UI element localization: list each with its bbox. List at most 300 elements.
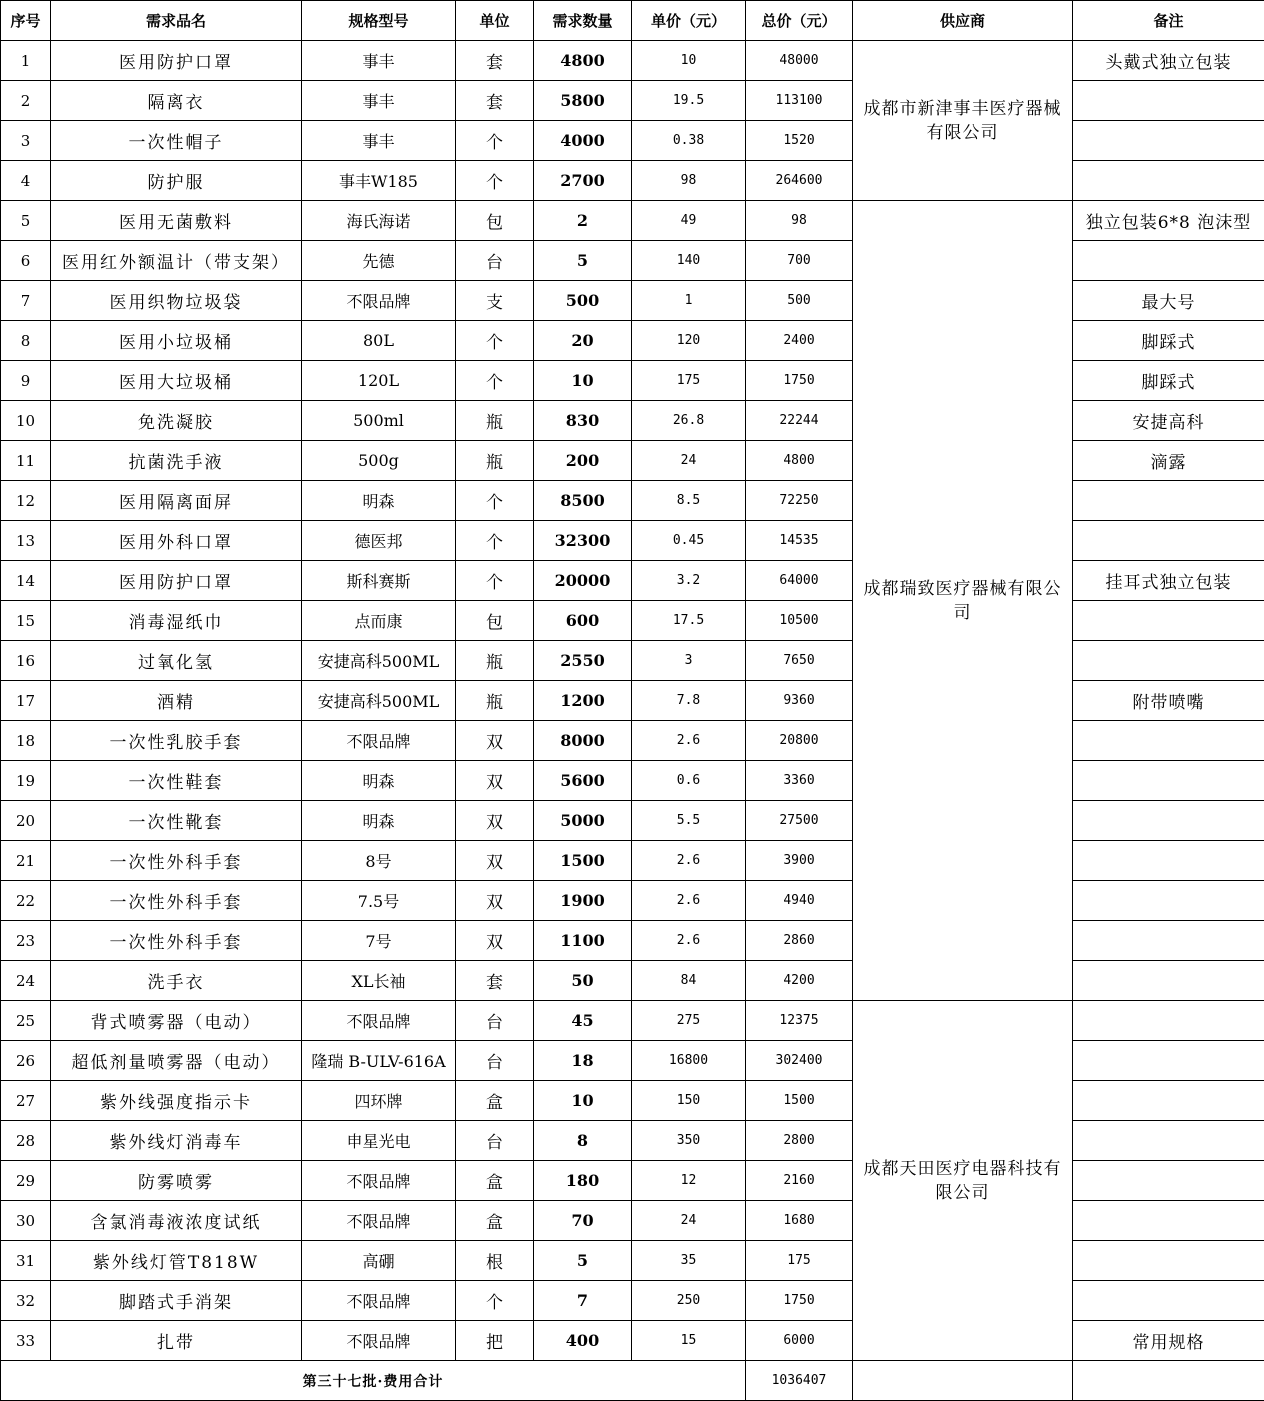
table-row	[1, 521, 1264, 561]
cell-total-price: 4200	[746, 961, 853, 1001]
cell-seq: 5	[1, 201, 51, 241]
cell-seq: 25	[1, 1001, 51, 1041]
cell-total-price: 9360	[746, 681, 853, 721]
cell-spec: 500ml	[302, 401, 456, 441]
cell-remark	[1073, 841, 1264, 881]
cell-remark	[1073, 1121, 1264, 1161]
cell-seq: 9	[1, 361, 51, 401]
cell-spec: 80L	[302, 321, 456, 361]
cell-unit-price: 2.6	[632, 721, 746, 761]
cell-unit: 个	[456, 1281, 534, 1321]
cell-spec: 不限品牌	[302, 1281, 456, 1321]
cell-unit-price: 24	[632, 1201, 746, 1241]
cell-seq: 10	[1, 401, 51, 441]
table-row	[1, 481, 1264, 521]
cell-remark	[1073, 521, 1264, 561]
cell-qty: 18	[534, 1041, 632, 1081]
cell-total-price: 6000	[746, 1321, 853, 1361]
table-row	[1, 641, 1264, 681]
cell-seq: 7	[1, 281, 51, 321]
cell-name: 医用红外额温计（带支架）	[51, 241, 302, 281]
cell-unit: 支	[456, 281, 534, 321]
cell-unit: 根	[456, 1241, 534, 1281]
cell-remark	[1073, 1241, 1264, 1281]
cell-seq: 23	[1, 921, 51, 961]
cell-unit-price: 84	[632, 961, 746, 1001]
cell-name: 超低剂量喷雾器（电动）	[51, 1041, 302, 1081]
cell-total-price: 4800	[746, 441, 853, 481]
cell-name: 一次性帽子	[51, 121, 302, 161]
table-row	[1, 721, 1264, 761]
cell-qty: 830	[534, 401, 632, 441]
cell-total-price: 2400	[746, 321, 853, 361]
table-row	[1, 81, 1264, 121]
cell-seq: 30	[1, 1201, 51, 1241]
cell-remark: 滴露	[1073, 441, 1264, 481]
cell-remark	[1073, 1201, 1264, 1241]
cell-name: 医用无菌敷料	[51, 201, 302, 241]
cell-remark	[1073, 961, 1264, 1001]
cell-qty: 2550	[534, 641, 632, 681]
cell-total-price: 2860	[746, 921, 853, 961]
cell-unit: 台	[456, 1001, 534, 1041]
cell-total-price: 12375	[746, 1001, 853, 1041]
cell-unit-price: 98	[632, 161, 746, 201]
cell-total-price: 3360	[746, 761, 853, 801]
cell-remark: 头戴式独立包装	[1073, 41, 1264, 81]
cell-spec: 不限品牌	[302, 1321, 456, 1361]
cell-unit: 双	[456, 761, 534, 801]
cell-unit-price: 17.5	[632, 601, 746, 641]
cell-unit: 套	[456, 961, 534, 1001]
cell-spec: 不限品牌	[302, 281, 456, 321]
cell-spec: 500g	[302, 441, 456, 481]
cell-remark: 挂耳式独立包装	[1073, 561, 1264, 601]
cell-supplier: 成都市新津事丰医疗器械有限公司	[853, 41, 1073, 201]
cell-seq: 14	[1, 561, 51, 601]
cell-name: 过氧化氢	[51, 641, 302, 681]
header-seq: 序号	[1, 1, 51, 41]
cell-seq: 12	[1, 481, 51, 521]
table-row	[1, 41, 1264, 81]
cell-total-price: 7650	[746, 641, 853, 681]
cell-unit-price: 2.6	[632, 921, 746, 961]
cell-remark: 脚踩式	[1073, 361, 1264, 401]
cell-name: 消毒湿纸巾	[51, 601, 302, 641]
cell-unit: 包	[456, 201, 534, 241]
cell-spec: 申星光电	[302, 1121, 456, 1161]
cell-supplier: 成都天田医疗电器科技有限公司	[853, 1001, 1073, 1361]
cell-unit: 个	[456, 321, 534, 361]
cell-spec: 高硼	[302, 1241, 456, 1281]
cell-qty: 400	[534, 1321, 632, 1361]
cell-spec: 海氏海诺	[302, 201, 456, 241]
cell-unit: 个	[456, 481, 534, 521]
cell-seq: 33	[1, 1321, 51, 1361]
footer-label: 第三十七批·费用合计	[1, 1361, 746, 1401]
cell-name: 医用外科口罩	[51, 521, 302, 561]
cell-remark	[1073, 721, 1264, 761]
cell-spec: 不限品牌	[302, 721, 456, 761]
table-row	[1, 1321, 1264, 1361]
cell-name: 免洗凝胶	[51, 401, 302, 441]
cell-spec: 点而康	[302, 601, 456, 641]
cell-unit: 盒	[456, 1081, 534, 1121]
cell-total-price: 113100	[746, 81, 853, 121]
table-row	[1, 1121, 1264, 1161]
cell-seq: 8	[1, 321, 51, 361]
cell-name: 一次性外科手套	[51, 921, 302, 961]
table-row	[1, 561, 1264, 601]
cell-name: 医用隔离面屏	[51, 481, 302, 521]
cell-remark	[1073, 121, 1264, 161]
cell-spec: 不限品牌	[302, 1201, 456, 1241]
cell-unit-price: 3.2	[632, 561, 746, 601]
cell-qty: 1200	[534, 681, 632, 721]
cell-name: 一次性外科手套	[51, 881, 302, 921]
cell-spec: 先德	[302, 241, 456, 281]
header-supplier: 供应商	[853, 1, 1073, 41]
cell-name: 扎带	[51, 1321, 302, 1361]
cell-spec: 事丰	[302, 81, 456, 121]
header-name: 需求品名	[51, 1, 302, 41]
header-unit-price: 单价（元）	[632, 1, 746, 41]
cell-unit-price: 3	[632, 641, 746, 681]
cell-seq: 26	[1, 1041, 51, 1081]
cell-name: 脚踏式手消架	[51, 1281, 302, 1321]
cell-remark	[1073, 481, 1264, 521]
cell-unit: 双	[456, 721, 534, 761]
cell-remark	[1073, 241, 1264, 281]
cell-remark	[1073, 801, 1264, 841]
cell-unit-price: 275	[632, 1001, 746, 1041]
cell-qty: 1100	[534, 921, 632, 961]
cell-name: 背式喷雾器（电动）	[51, 1001, 302, 1041]
cell-qty: 2	[534, 201, 632, 241]
cell-total-price: 4940	[746, 881, 853, 921]
cell-remark: 独立包装6*8 泡沫型	[1073, 201, 1264, 241]
table-row	[1, 1041, 1264, 1081]
cell-unit: 双	[456, 841, 534, 881]
footer-row	[1, 1361, 1264, 1401]
cell-seq: 6	[1, 241, 51, 281]
table-row	[1, 161, 1264, 201]
cell-unit-price: 35	[632, 1241, 746, 1281]
cell-total-price: 1500	[746, 1081, 853, 1121]
cell-total-price: 72250	[746, 481, 853, 521]
cell-unit-price: 12	[632, 1161, 746, 1201]
cell-unit-price: 250	[632, 1281, 746, 1321]
cell-remark	[1073, 1081, 1264, 1121]
cell-name: 一次性靴套	[51, 801, 302, 841]
cell-seq: 24	[1, 961, 51, 1001]
cell-spec: 明森	[302, 481, 456, 521]
table-row	[1, 1201, 1264, 1241]
cell-total-price: 1750	[746, 361, 853, 401]
table-row	[1, 961, 1264, 1001]
cell-spec: 安捷高科500ML	[302, 681, 456, 721]
cell-spec: 明森	[302, 801, 456, 841]
header-spec: 规格型号	[302, 1, 456, 41]
table-row	[1, 761, 1264, 801]
cell-remark: 安捷高科	[1073, 401, 1264, 441]
cell-spec: XL长袖	[302, 961, 456, 1001]
cell-qty: 500	[534, 281, 632, 321]
cell-spec: 事丰W185	[302, 161, 456, 201]
cell-name: 医用小垃圾桶	[51, 321, 302, 361]
cell-seq: 13	[1, 521, 51, 561]
cell-name: 一次性外科手套	[51, 841, 302, 881]
cell-remark: 常用规格	[1073, 1321, 1264, 1361]
cell-unit: 个	[456, 121, 534, 161]
cell-unit: 台	[456, 241, 534, 281]
cell-unit: 盒	[456, 1201, 534, 1241]
cell-unit-price: 120	[632, 321, 746, 361]
cell-unit-price: 0.38	[632, 121, 746, 161]
table-row	[1, 241, 1264, 281]
cell-unit-price: 16800	[632, 1041, 746, 1081]
cell-name: 含氯消毒液浓度试纸	[51, 1201, 302, 1241]
cell-unit: 盒	[456, 1161, 534, 1201]
cell-remark	[1073, 601, 1264, 641]
cell-name: 防护服	[51, 161, 302, 201]
cell-qty: 8	[534, 1121, 632, 1161]
cell-remark	[1073, 1281, 1264, 1321]
table-row	[1, 281, 1264, 321]
cell-total-price: 2800	[746, 1121, 853, 1161]
cell-spec: 明森	[302, 761, 456, 801]
table-row	[1, 1161, 1264, 1201]
cell-total-price: 48000	[746, 41, 853, 81]
cell-total-price: 175	[746, 1241, 853, 1281]
cell-qty: 5600	[534, 761, 632, 801]
cell-seq: 29	[1, 1161, 51, 1201]
cell-remark	[1073, 641, 1264, 681]
cell-name: 抗菌洗手液	[51, 441, 302, 481]
cell-unit: 台	[456, 1041, 534, 1081]
cell-qty: 5800	[534, 81, 632, 121]
cell-seq: 2	[1, 81, 51, 121]
cell-qty: 1900	[534, 881, 632, 921]
cell-total-price: 10500	[746, 601, 853, 641]
footer-empty-supplier	[853, 1361, 1073, 1401]
cell-unit-price: 350	[632, 1121, 746, 1161]
cell-unit: 个	[456, 521, 534, 561]
cell-spec: 事丰	[302, 121, 456, 161]
cell-name: 紫外线强度指示卡	[51, 1081, 302, 1121]
cell-unit-price: 1	[632, 281, 746, 321]
cell-total-price: 264600	[746, 161, 853, 201]
cell-unit-price: 10	[632, 41, 746, 81]
cell-seq: 1	[1, 41, 51, 81]
table-row	[1, 121, 1264, 161]
cell-remark	[1073, 161, 1264, 201]
cell-seq: 27	[1, 1081, 51, 1121]
cell-remark: 脚踩式	[1073, 321, 1264, 361]
cell-seq: 18	[1, 721, 51, 761]
cell-unit: 包	[456, 601, 534, 641]
cell-spec: 斯科赛斯	[302, 561, 456, 601]
cell-name: 一次性乳胶手套	[51, 721, 302, 761]
cell-qty: 10	[534, 1081, 632, 1121]
cell-qty: 70	[534, 1201, 632, 1241]
cell-unit: 瓶	[456, 401, 534, 441]
cell-seq: 19	[1, 761, 51, 801]
header-total-price: 总价（元）	[746, 1, 853, 41]
cell-unit: 瓶	[456, 681, 534, 721]
cell-qty: 1500	[534, 841, 632, 881]
cell-seq: 21	[1, 841, 51, 881]
header-qty: 需求数量	[534, 1, 632, 41]
table-row	[1, 681, 1264, 721]
cell-unit-price: 2.6	[632, 881, 746, 921]
cell-qty: 5	[534, 1241, 632, 1281]
cell-qty: 32300	[534, 521, 632, 561]
cell-seq: 20	[1, 801, 51, 841]
cell-supplier: 成都瑞致医疗器械有限公司	[853, 201, 1073, 1001]
table-row	[1, 441, 1264, 481]
cell-total-price: 1520	[746, 121, 853, 161]
cell-seq: 16	[1, 641, 51, 681]
footer-empty-remark	[1073, 1361, 1264, 1401]
cell-unit: 双	[456, 881, 534, 921]
cell-qty: 600	[534, 601, 632, 641]
cell-unit: 瓶	[456, 641, 534, 681]
cell-spec: 7号	[302, 921, 456, 961]
cell-total-price: 2160	[746, 1161, 853, 1201]
cell-unit-price: 7.8	[632, 681, 746, 721]
cell-unit-price: 26.8	[632, 401, 746, 441]
cell-unit-price: 150	[632, 1081, 746, 1121]
table-row	[1, 601, 1264, 641]
table-row	[1, 1241, 1264, 1281]
cell-qty: 20000	[534, 561, 632, 601]
cell-total-price: 302400	[746, 1041, 853, 1081]
cell-qty: 7	[534, 1281, 632, 1321]
cell-seq: 15	[1, 601, 51, 641]
cell-name: 隔离衣	[51, 81, 302, 121]
table-row	[1, 1081, 1264, 1121]
cell-unit: 双	[456, 801, 534, 841]
cell-qty: 4800	[534, 41, 632, 81]
cell-qty: 45	[534, 1001, 632, 1041]
cell-remark	[1073, 921, 1264, 961]
table-row	[1, 801, 1264, 841]
table-row	[1, 1001, 1264, 1041]
table-row	[1, 1281, 1264, 1321]
cell-spec: 隆瑞 B-ULV-616A	[302, 1041, 456, 1081]
cell-unit: 套	[456, 81, 534, 121]
cell-total-price: 500	[746, 281, 853, 321]
cell-name: 一次性鞋套	[51, 761, 302, 801]
cell-name: 医用大垃圾桶	[51, 361, 302, 401]
cell-name: 防雾喷雾	[51, 1161, 302, 1201]
cell-unit-price: 175	[632, 361, 746, 401]
cell-total-price: 700	[746, 241, 853, 281]
table-row	[1, 841, 1264, 881]
cell-total-price: 22244	[746, 401, 853, 441]
cell-unit-price: 15	[632, 1321, 746, 1361]
cell-unit: 个	[456, 561, 534, 601]
cell-total-price: 1680	[746, 1201, 853, 1241]
cell-remark	[1073, 1001, 1264, 1041]
cell-seq: 11	[1, 441, 51, 481]
cell-total-price: 64000	[746, 561, 853, 601]
cell-name: 洗手衣	[51, 961, 302, 1001]
cell-name: 紫外线灯消毒车	[51, 1121, 302, 1161]
cell-unit-price: 140	[632, 241, 746, 281]
cell-qty: 8000	[534, 721, 632, 761]
header-row	[1, 1, 1264, 41]
cell-seq: 17	[1, 681, 51, 721]
cell-spec: 德医邦	[302, 521, 456, 561]
cell-seq: 28	[1, 1121, 51, 1161]
cell-qty: 10	[534, 361, 632, 401]
cell-qty: 200	[534, 441, 632, 481]
cell-name: 医用防护口罩	[51, 561, 302, 601]
cell-qty: 5	[534, 241, 632, 281]
cell-qty: 50	[534, 961, 632, 1001]
cell-spec: 7.5号	[302, 881, 456, 921]
cell-spec: 事丰	[302, 41, 456, 81]
cell-qty: 180	[534, 1161, 632, 1201]
cell-unit-price: 24	[632, 441, 746, 481]
cell-remark	[1073, 1161, 1264, 1201]
table-row	[1, 361, 1264, 401]
cell-seq: 31	[1, 1241, 51, 1281]
cell-unit: 个	[456, 361, 534, 401]
cell-qty: 2700	[534, 161, 632, 201]
cell-unit: 个	[456, 161, 534, 201]
cell-remark	[1073, 81, 1264, 121]
cell-unit: 把	[456, 1321, 534, 1361]
cell-seq: 3	[1, 121, 51, 161]
table-row	[1, 321, 1264, 361]
cell-qty: 5000	[534, 801, 632, 841]
cell-spec: 120L	[302, 361, 456, 401]
cell-total-price: 98	[746, 201, 853, 241]
table-row	[1, 401, 1264, 441]
cell-unit-price: 5.5	[632, 801, 746, 841]
cell-remark	[1073, 761, 1264, 801]
cell-unit-price: 2.6	[632, 841, 746, 881]
cell-spec: 不限品牌	[302, 1001, 456, 1041]
cell-remark: 附带喷嘴	[1073, 681, 1264, 721]
cell-spec: 四环牌	[302, 1081, 456, 1121]
cell-unit: 台	[456, 1121, 534, 1161]
cell-name: 酒精	[51, 681, 302, 721]
cell-total-price: 27500	[746, 801, 853, 841]
table-row	[1, 201, 1264, 241]
table-row	[1, 881, 1264, 921]
cell-spec: 安捷高科500ML	[302, 641, 456, 681]
cell-remark	[1073, 881, 1264, 921]
cell-remark	[1073, 1041, 1264, 1081]
cell-seq: 4	[1, 161, 51, 201]
cell-qty: 8500	[534, 481, 632, 521]
cell-unit: 双	[456, 921, 534, 961]
cell-total-price: 14535	[746, 521, 853, 561]
header-unit: 单位	[456, 1, 534, 41]
footer-total: 1036407	[746, 1361, 853, 1401]
cell-unit: 套	[456, 41, 534, 81]
cell-unit-price: 49	[632, 201, 746, 241]
cell-unit: 瓶	[456, 441, 534, 481]
cell-spec: 8号	[302, 841, 456, 881]
cell-qty: 4000	[534, 121, 632, 161]
cell-seq: 22	[1, 881, 51, 921]
cell-spec: 不限品牌	[302, 1161, 456, 1201]
